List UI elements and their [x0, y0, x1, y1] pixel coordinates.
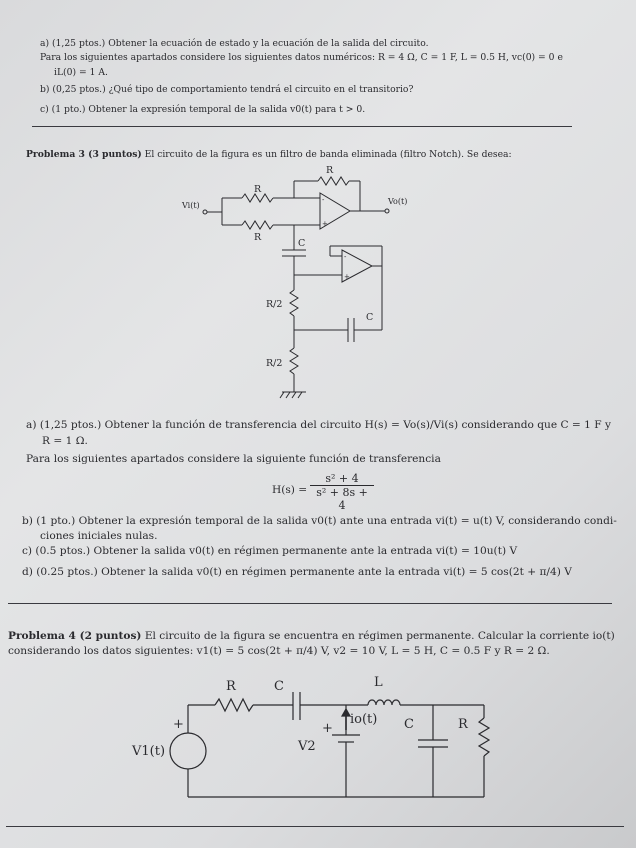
label-v2: V2 — [298, 739, 316, 754]
label-io: io(t) — [350, 712, 378, 727]
label-l: L — [374, 675, 383, 690]
problem4-line2: considerando los datos siguientes: v1(t) = 5 cos(2t + π/4) V, v2 = 10 V, L = 5 H, C = 0.5 F y R = 2 Ω. — [8, 645, 550, 657]
problem3-intro: El circuito de la figura es un filtro de banda eliminada (filtro Notch). Se desea: — [144, 149, 512, 160]
label-r-lower: R — [254, 232, 262, 243]
label-r-feedback: R — [326, 165, 334, 176]
label-v1: V1(t) — [132, 744, 166, 759]
label-r2-lower: R/2 — [266, 358, 283, 369]
problem3-item-b-line2: ciones iniciales nulas. — [40, 530, 158, 542]
label-opamp2-plus: + — [344, 273, 350, 281]
prev-item-a-line3: iL(0) = 1 A. — [54, 67, 108, 78]
prev-item-b: b) (0,25 ptos.) ¿Qué tipo de comportamiento tendrá el circuito en el transitorio? — [40, 84, 414, 95]
label-vout: Vo(t) — [388, 197, 408, 206]
resistor-r-series — [215, 699, 253, 711]
label-c1: C — [298, 238, 306, 249]
label-r-shunt: R — [458, 717, 468, 732]
current-arrow-io — [342, 709, 350, 716]
problem4-heading: Problema 4 (2 puntos) — [8, 630, 142, 642]
label-r-upper: R — [254, 184, 262, 195]
label-vin: Vi(t) — [182, 201, 200, 210]
separator-rule-3 — [6, 826, 624, 827]
label-c2: C — [366, 312, 374, 323]
problem3-heading: Problema 3 (3 puntos) — [26, 149, 142, 160]
label-r2-upper: R/2 — [266, 299, 283, 310]
label-r-series: R — [226, 679, 236, 694]
label-opamp2-minus: - — [344, 253, 347, 261]
transfer-function-lhs: H(s) = — [272, 484, 308, 496]
prev-item-a-line2: Para los siguientes apartados considere los siguientes datos numéricos: R = 4 Ω, C = 1 F, L = 0.5 H, vc(0) = 0 e — [40, 52, 563, 63]
transfer-function-denominator: s² + 8s + 4 — [316, 486, 368, 512]
label-c-shunt: C — [404, 717, 414, 732]
label-opamp1-minus: - — [322, 196, 325, 204]
inductor-l — [368, 700, 400, 705]
prev-item-c: c) (1 pto.) Obtener la expresión temporal de la salida v0(t) para t > 0. — [40, 104, 366, 115]
resistor-r-shunt — [479, 718, 489, 756]
problem3-transfer-intro: Para los siguientes apartados considere la siguiente función de transferencia — [26, 453, 441, 465]
problem3-item-b-line1: b) (1 pto.) Obtener la expresión temporal de la salida v0(t) ante una entrada vi(t) = u(t) V, considerando condi- — [22, 515, 617, 527]
transfer-function-numerator: s² + 4 — [310, 472, 374, 486]
problem4-line1: El circuito de la figura se encuentra en régimen permanente. Calcular la corriente io(t) — [144, 630, 615, 642]
problem3-item-d: d) (0.25 ptos.) Obtener la salida v0(t) en régimen permanente ante la entrada vi(t) = 5 cos(2t + π/4) V — [22, 566, 572, 578]
problem3-item-c: c) (0.5 ptos.) Obtener la salida v0(t) en régimen permanente ante la entrada vi(t) = 10u(t) V — [22, 545, 518, 557]
source-v1 — [170, 733, 206, 769]
label-c-series: C — [274, 679, 284, 694]
label-v2-plus: + — [322, 721, 333, 736]
problem3-item-a-line1: a) (1,25 ptos.) Obtener la función de transferencia del circuito H(s) = Vo(s)/Vi(s) considerando que C = 1 F y — [26, 419, 611, 431]
label-v1-plus: + — [173, 717, 184, 732]
label-opamp1-plus: + — [322, 220, 328, 228]
prev-item-a-line1: a) (1,25 ptos.) Obtener la ecuación de estado y la ecuación de la salida del circuito. — [40, 38, 429, 49]
problem3-item-a-line2: R = 1 Ω. — [42, 435, 88, 447]
